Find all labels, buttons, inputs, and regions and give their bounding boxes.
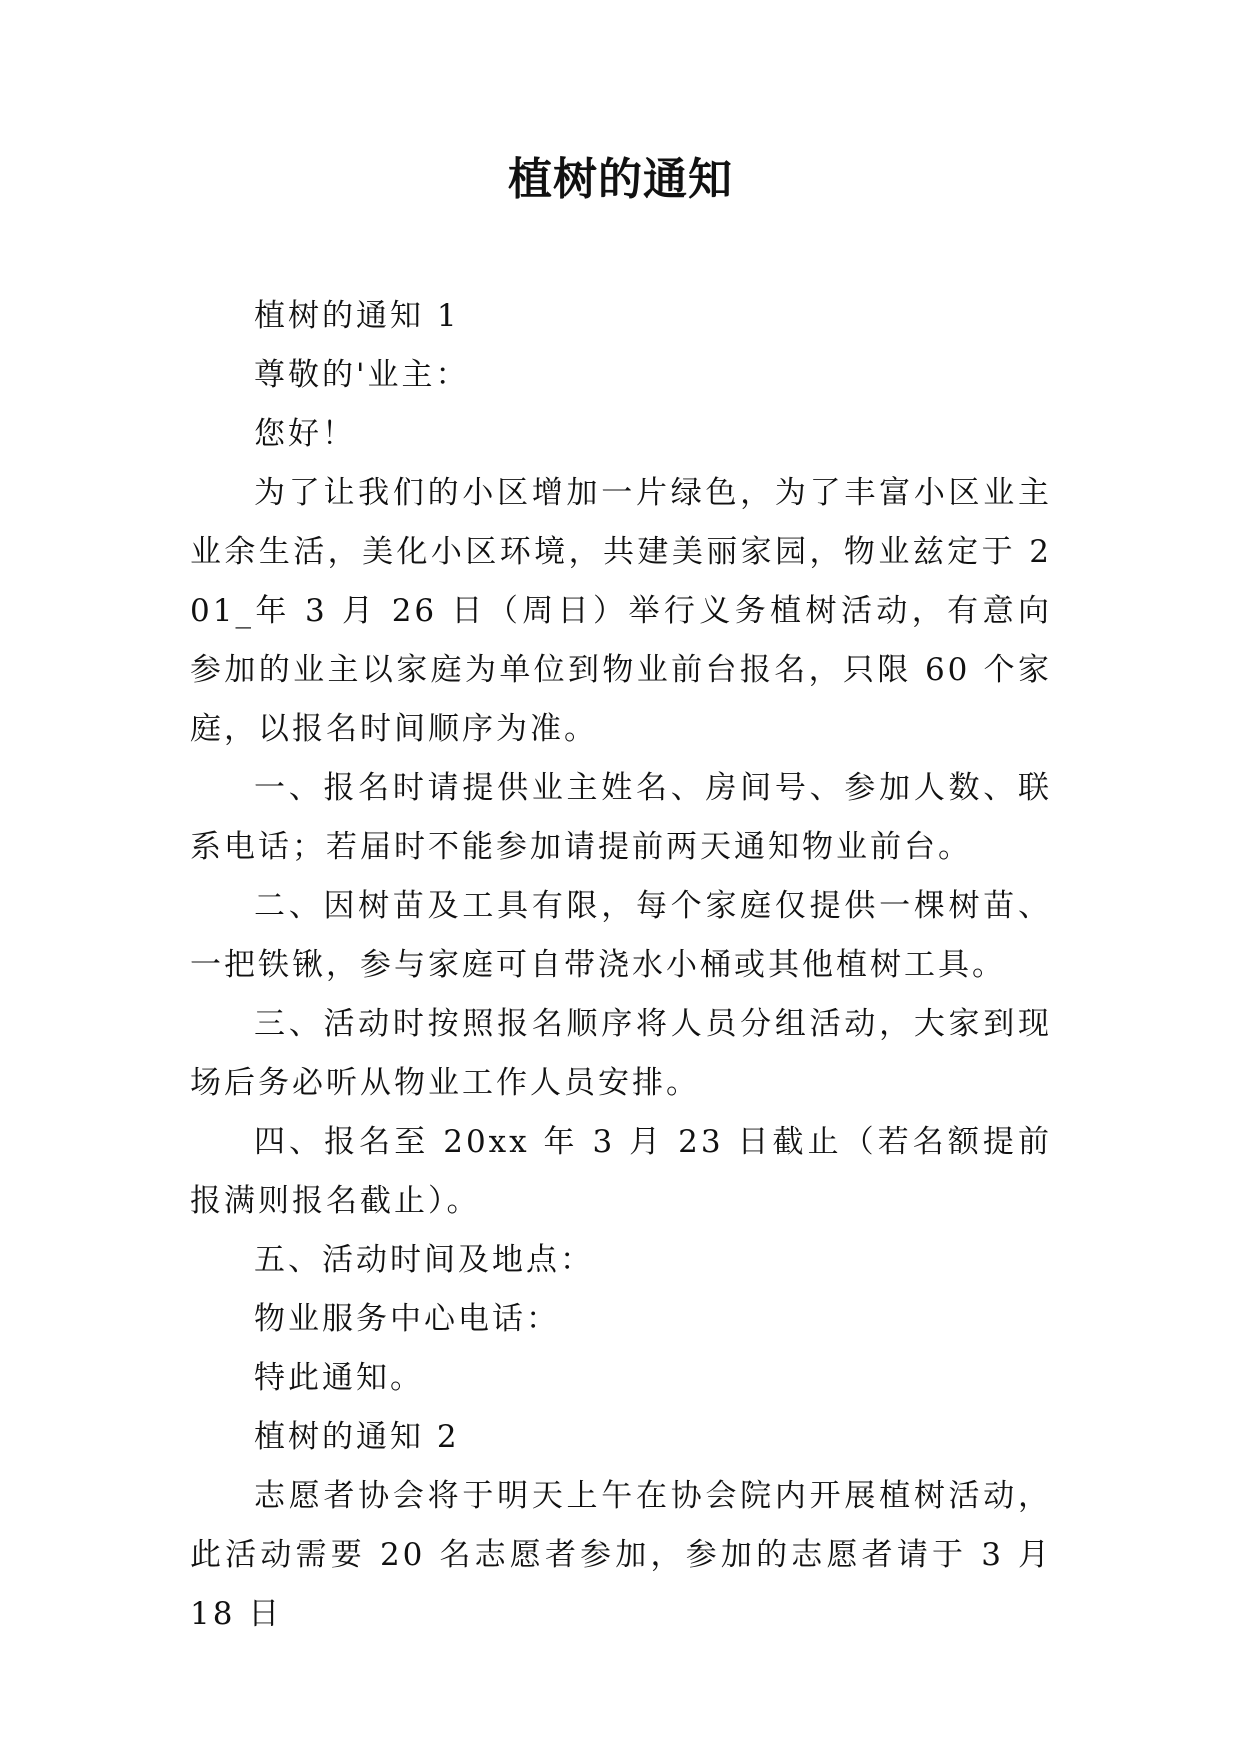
paragraph-greeting: 您好！ <box>254 416 356 452</box>
paragraph-heading-2: 植树的通知 2 <box>254 1419 460 1455</box>
paragraph-item-3: 三、活动时按照报名顺序将人员分组活动，大家到现场后务必听从物业工作人员安排。 <box>190 1006 1052 1101</box>
paragraph-phone: 物业服务中心电话： <box>254 1301 560 1337</box>
paragraph-item-4: 四、报名至 20xx 年 3 月 23 日截止（若名额提前报满则报名截止）。 <box>190 1124 1052 1219</box>
paragraph-volunteer: 志愿者协会将于明天上午在协会院内开展植树活动，此活动需要 20 名志愿者参加，参加的志愿者请于 3 月 18 日 <box>190 1478 1052 1632</box>
document-title: 植树的通知 <box>508 154 733 205</box>
paragraph-item-5: 五、活动时间及地点： <box>254 1242 594 1278</box>
paragraph-salutation: 尊敬的'业主： <box>254 357 470 393</box>
paragraph-intro: 为了让我们的小区增加一片绿色，为了丰富小区业主业余生活，美化小区环境，共建美丽家园，物业兹定于 201_年 3 月 26 日（周日）举行义务植树活动，有意向参加的业主以家庭为单位到物业前台报名，只限 60 个家庭，以报名时间顺序为准。 <box>190 475 1052 747</box>
paragraph-item-1: 一、报名时请提供业主姓名、房间号、参加人数、联系电话；若届时不能参加请提前两天通知物业前台。 <box>190 770 1052 865</box>
document-body <box>190 287 1052 1644</box>
paragraph-item-2: 二、因树苗及工具有限，每个家庭仅提供一棵树苗、一把铁锹，参与家庭可自带浇水小桶或其他植树工具。 <box>190 888 1052 983</box>
paragraph-heading-1: 植树的通知 1 <box>254 298 460 334</box>
paragraph-closing: 特此通知。 <box>254 1360 424 1396</box>
